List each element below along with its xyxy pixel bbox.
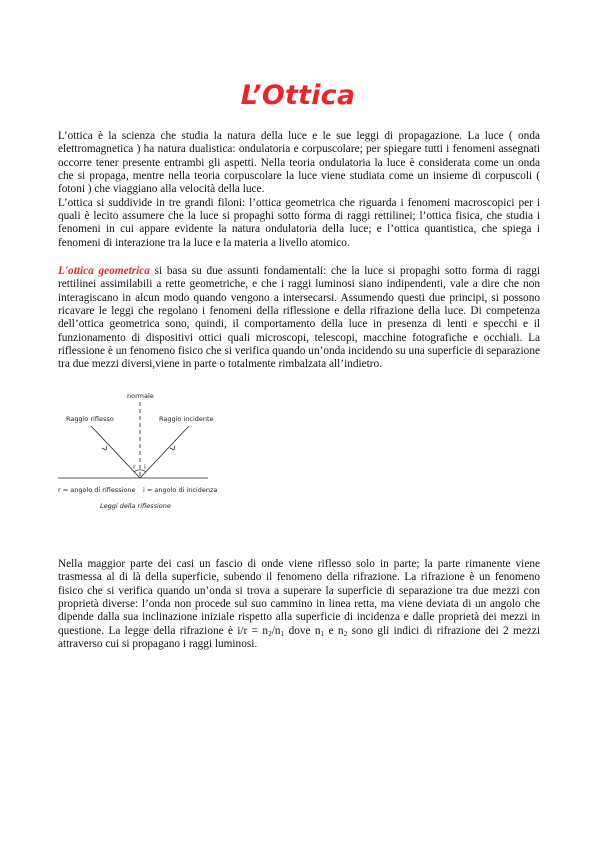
caption-r: r = angolo di riflessione bbox=[58, 486, 136, 494]
geometric-optics-term: L'ottica geometrica bbox=[58, 265, 150, 277]
refraction-sub-2: 1 bbox=[280, 628, 285, 638]
refraction-text-b: /n bbox=[271, 624, 281, 637]
page-title: L’Ottica bbox=[240, 80, 356, 111]
refraction-paragraph bbox=[58, 558, 540, 651]
angle-i-label: i bbox=[144, 463, 146, 471]
intro-text-2: L’ottica si suddivide in tre grandi filoni: l’ottica geometrica che riguarda i fenomeni macroscopici per i quali è lecito assumere che la luce si propaghi sotto forma di raggi rettilinei; l’ottica fisica, che studia i fenomeni in cui appare evidente la natura ondulatoria della luce; e l’ottica quantistica, che spiega i fenomeni di interazione tra la luce e la materia a livello atomico. bbox=[58, 196, 540, 249]
angle-r-label: r bbox=[133, 463, 136, 471]
reflected-ray-label: Raggio riflesso bbox=[66, 415, 114, 423]
normal-label: normale bbox=[127, 392, 154, 400]
refraction-sub-3: 1 bbox=[320, 628, 325, 638]
refraction-text-d: e n bbox=[324, 624, 344, 637]
reflected-arrow bbox=[102, 446, 107, 450]
incident-arrow bbox=[170, 446, 175, 450]
figure-caption: Leggi della riflessione bbox=[100, 502, 171, 510]
caption-i: i = angolo di incidenza bbox=[143, 486, 218, 494]
incident-ray bbox=[140, 426, 189, 478]
intro-paragraph bbox=[58, 130, 540, 250]
geometric-optics-text: si basa su due assunti fondamentali: che la luce si propaghi sotto forma di raggi rettilinei assimilabili a rette geometriche, e che i raggi luminosi siano indipendenti, vale a dire che non interagiscano in alcun modo quando vengono a intersecarsi. Assumendo questi due principi, si possono ricavare le leggi che regolano i fenomeni della riflessione e della rifrazione della luce. Di competenza dell’ottica geometrica sono, quindi, il comportamento della luce in presenza di lenti e specchi e il funzionamento di dispositivi ottici quali microscopi, telescopi, macchine fotografiche e occhiali. La riflessione è un fenomeno fisico che si verifica quando un’onda incidendo su una superficie di separazione tra due mezzi diversi,viene in parte o totalmente rimbalzata all’indietro. bbox=[58, 265, 540, 371]
refraction-text-a: Nella maggior parte dei casi un fascio di onde viene riflesso solo in parte; la parte rimanente viene trasmessa al di là della superficie, subendo il fenomeno della rifrazione. La rifrazione è un fenomeno fisico che si verifica quando un’onda si trova a superare la superficie di separazione tra due mezzi con proprietà diverse: l’onda non procede sul suo cammino in linea retta, ma viene deviata di un angolo che dipende dalla sua inclinazione iniziale rispetto alla superficie di incidenza e dalle proprietà dei mezzi in questione. La legge della rifrazione è i/r = n bbox=[58, 558, 540, 637]
intro-text: L’ottica è la scienza che studia la natura della luce e le sue leggi di propagazione. La luce ( onda elettromagnetica ) ha natura dualistica: ondulatoria e corpuscolare; per spiegare tutti i fenomeni assegnati occorre tener presente entrambi gli aspetti. Nella teoria ondulatoria la luce è considerata come un onda che si propaga, mentre nella teoria corpuscolare la luce viene studiata come un insieme di corpuscoli ( fotoni ) che viaggiano alla velocità della luce. bbox=[58, 130, 540, 196]
incident-ray-label: Raggio incidente bbox=[159, 415, 214, 423]
reflection-diagram bbox=[58, 390, 238, 515]
refraction-sub-1: 2 bbox=[267, 628, 272, 638]
geometric-optics-paragraph bbox=[58, 265, 540, 372]
refraction-text-c: dove n bbox=[284, 624, 321, 637]
refraction-text-e: sono gli indici di rifrazione dei 2 mezzi attraverso cui si propagano i raggi luminosi. bbox=[58, 624, 540, 651]
refraction-sub-4: 2 bbox=[343, 628, 348, 638]
